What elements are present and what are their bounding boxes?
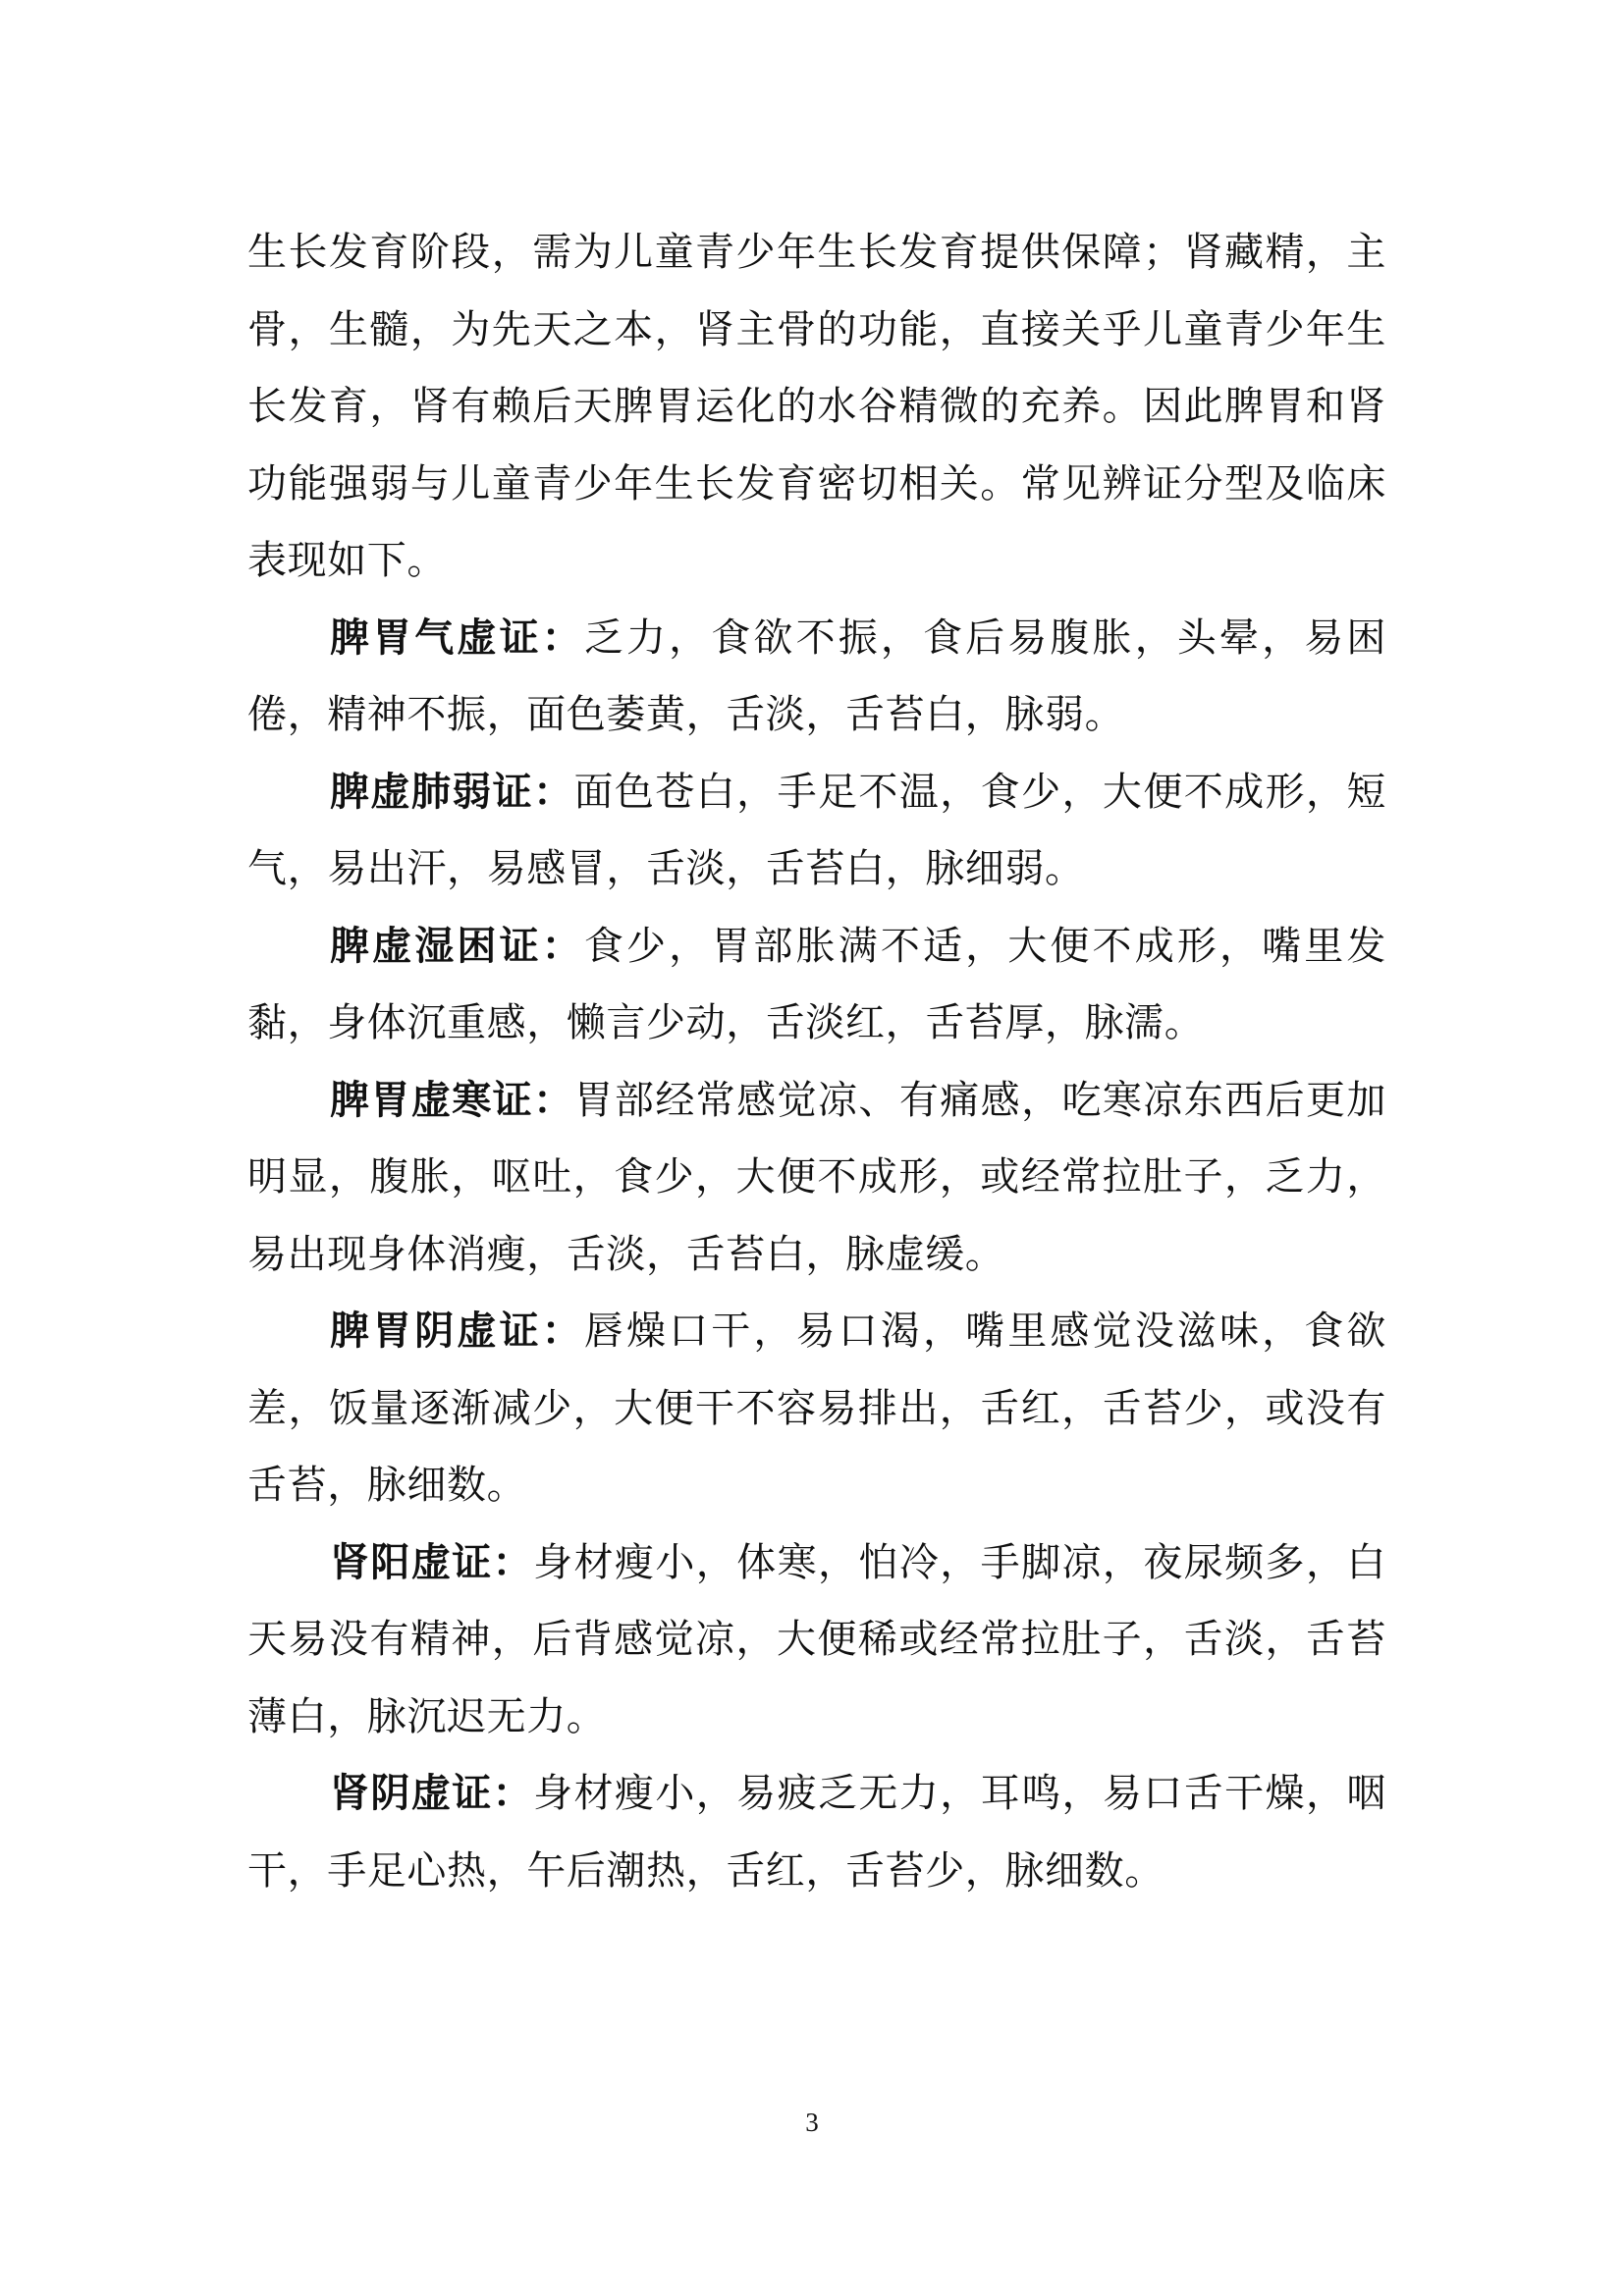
syndrome-term: 脾胃阴虚证： — [330, 1308, 584, 1354]
syndrome-paragraph-spleen-stomach-yin-deficiency — [247, 1293, 1386, 1524]
syndrome-term: 脾虚肺弱证： — [330, 769, 574, 815]
syndrome-description: 身材瘦小，易疲乏无力，耳鸣，易口舌干燥，咽干，手足心热，午后潮热，舌红，舌苔少，脉细数。 — [247, 1771, 1386, 1894]
syndrome-term: 脾胃虚寒证： — [330, 1077, 574, 1123]
syndrome-paragraph-spleen-lung-deficiency — [247, 754, 1386, 908]
syndrome-description: 食少，胃部胀满不适，大便不成形，嘴里发黏，身体沉重感，懒言少动，舌淡红，舌苔厚，脉濡。 — [247, 923, 1386, 1045]
syndrome-description: 身材瘦小，体寒，怕冷，手脚凉，夜尿频多，白天易没有精神，后背感觉凉，大便稀或经常拉肚子，舌淡，舌苔薄白，脉沉迟无力。 — [247, 1539, 1386, 1739]
syndrome-description: 唇燥口干，易口渴，嘴里感觉没滋味，食欲差，饭量逐渐减少，大便干不容易排出，舌红，舌苔少，或没有舌苔，脉细数。 — [247, 1308, 1386, 1508]
intro-paragraph: 生长发育阶段，需为儿童青少年生长发育提供保障；肾藏精，主骨，生髓，为先天之本，肾主骨的功能，直接关乎儿童青少年生长发育，肾有赖后天脾胃运化的水谷精微的充养。因此脾胃和肾功能强弱与儿童青少年生长发育密切相关。常见辨证分型及临床表现如下。 — [247, 230, 1386, 583]
syndrome-paragraph-kidney-yin-deficiency — [247, 1755, 1386, 1909]
syndrome-term: 脾虚湿困证： — [330, 923, 584, 969]
syndrome-term: 脾胃气虚证： — [330, 614, 584, 661]
syndrome-description: 乏力，食欲不振，食后易腹胀，头晕，易困倦，精神不振，面色萎黄，舌淡，舌苔白，脉弱。 — [247, 614, 1386, 737]
syndrome-paragraph-spleen-deficiency-dampness — [247, 908, 1386, 1062]
syndrome-paragraph-spleen-stomach-cold-deficiency — [247, 1062, 1386, 1294]
syndrome-description: 胃部经常感觉凉、有痛感，吃寒凉东西后更加明显，腹胀，呕吐，食少，大便不成形，或经常拉肚子，乏力，易出现身体消瘦，舌淡，舌苔白，脉虚缓。 — [247, 1077, 1386, 1277]
syndrome-description: 面色苍白，手足不温，食少，大便不成形，短气，易出汗，易感冒，舌淡，舌苔白，脉细弱。 — [247, 769, 1386, 891]
syndrome-paragraph-spleen-stomach-qi-deficiency — [247, 600, 1386, 754]
syndrome-paragraph-kidney-yang-deficiency — [247, 1524, 1386, 1756]
body-text — [247, 214, 1386, 1909]
page-number: 3 — [805, 2108, 819, 2137]
syndrome-term: 肾阳虚证： — [330, 1539, 534, 1585]
syndrome-term: 肾阴虚证： — [330, 1771, 534, 1816]
